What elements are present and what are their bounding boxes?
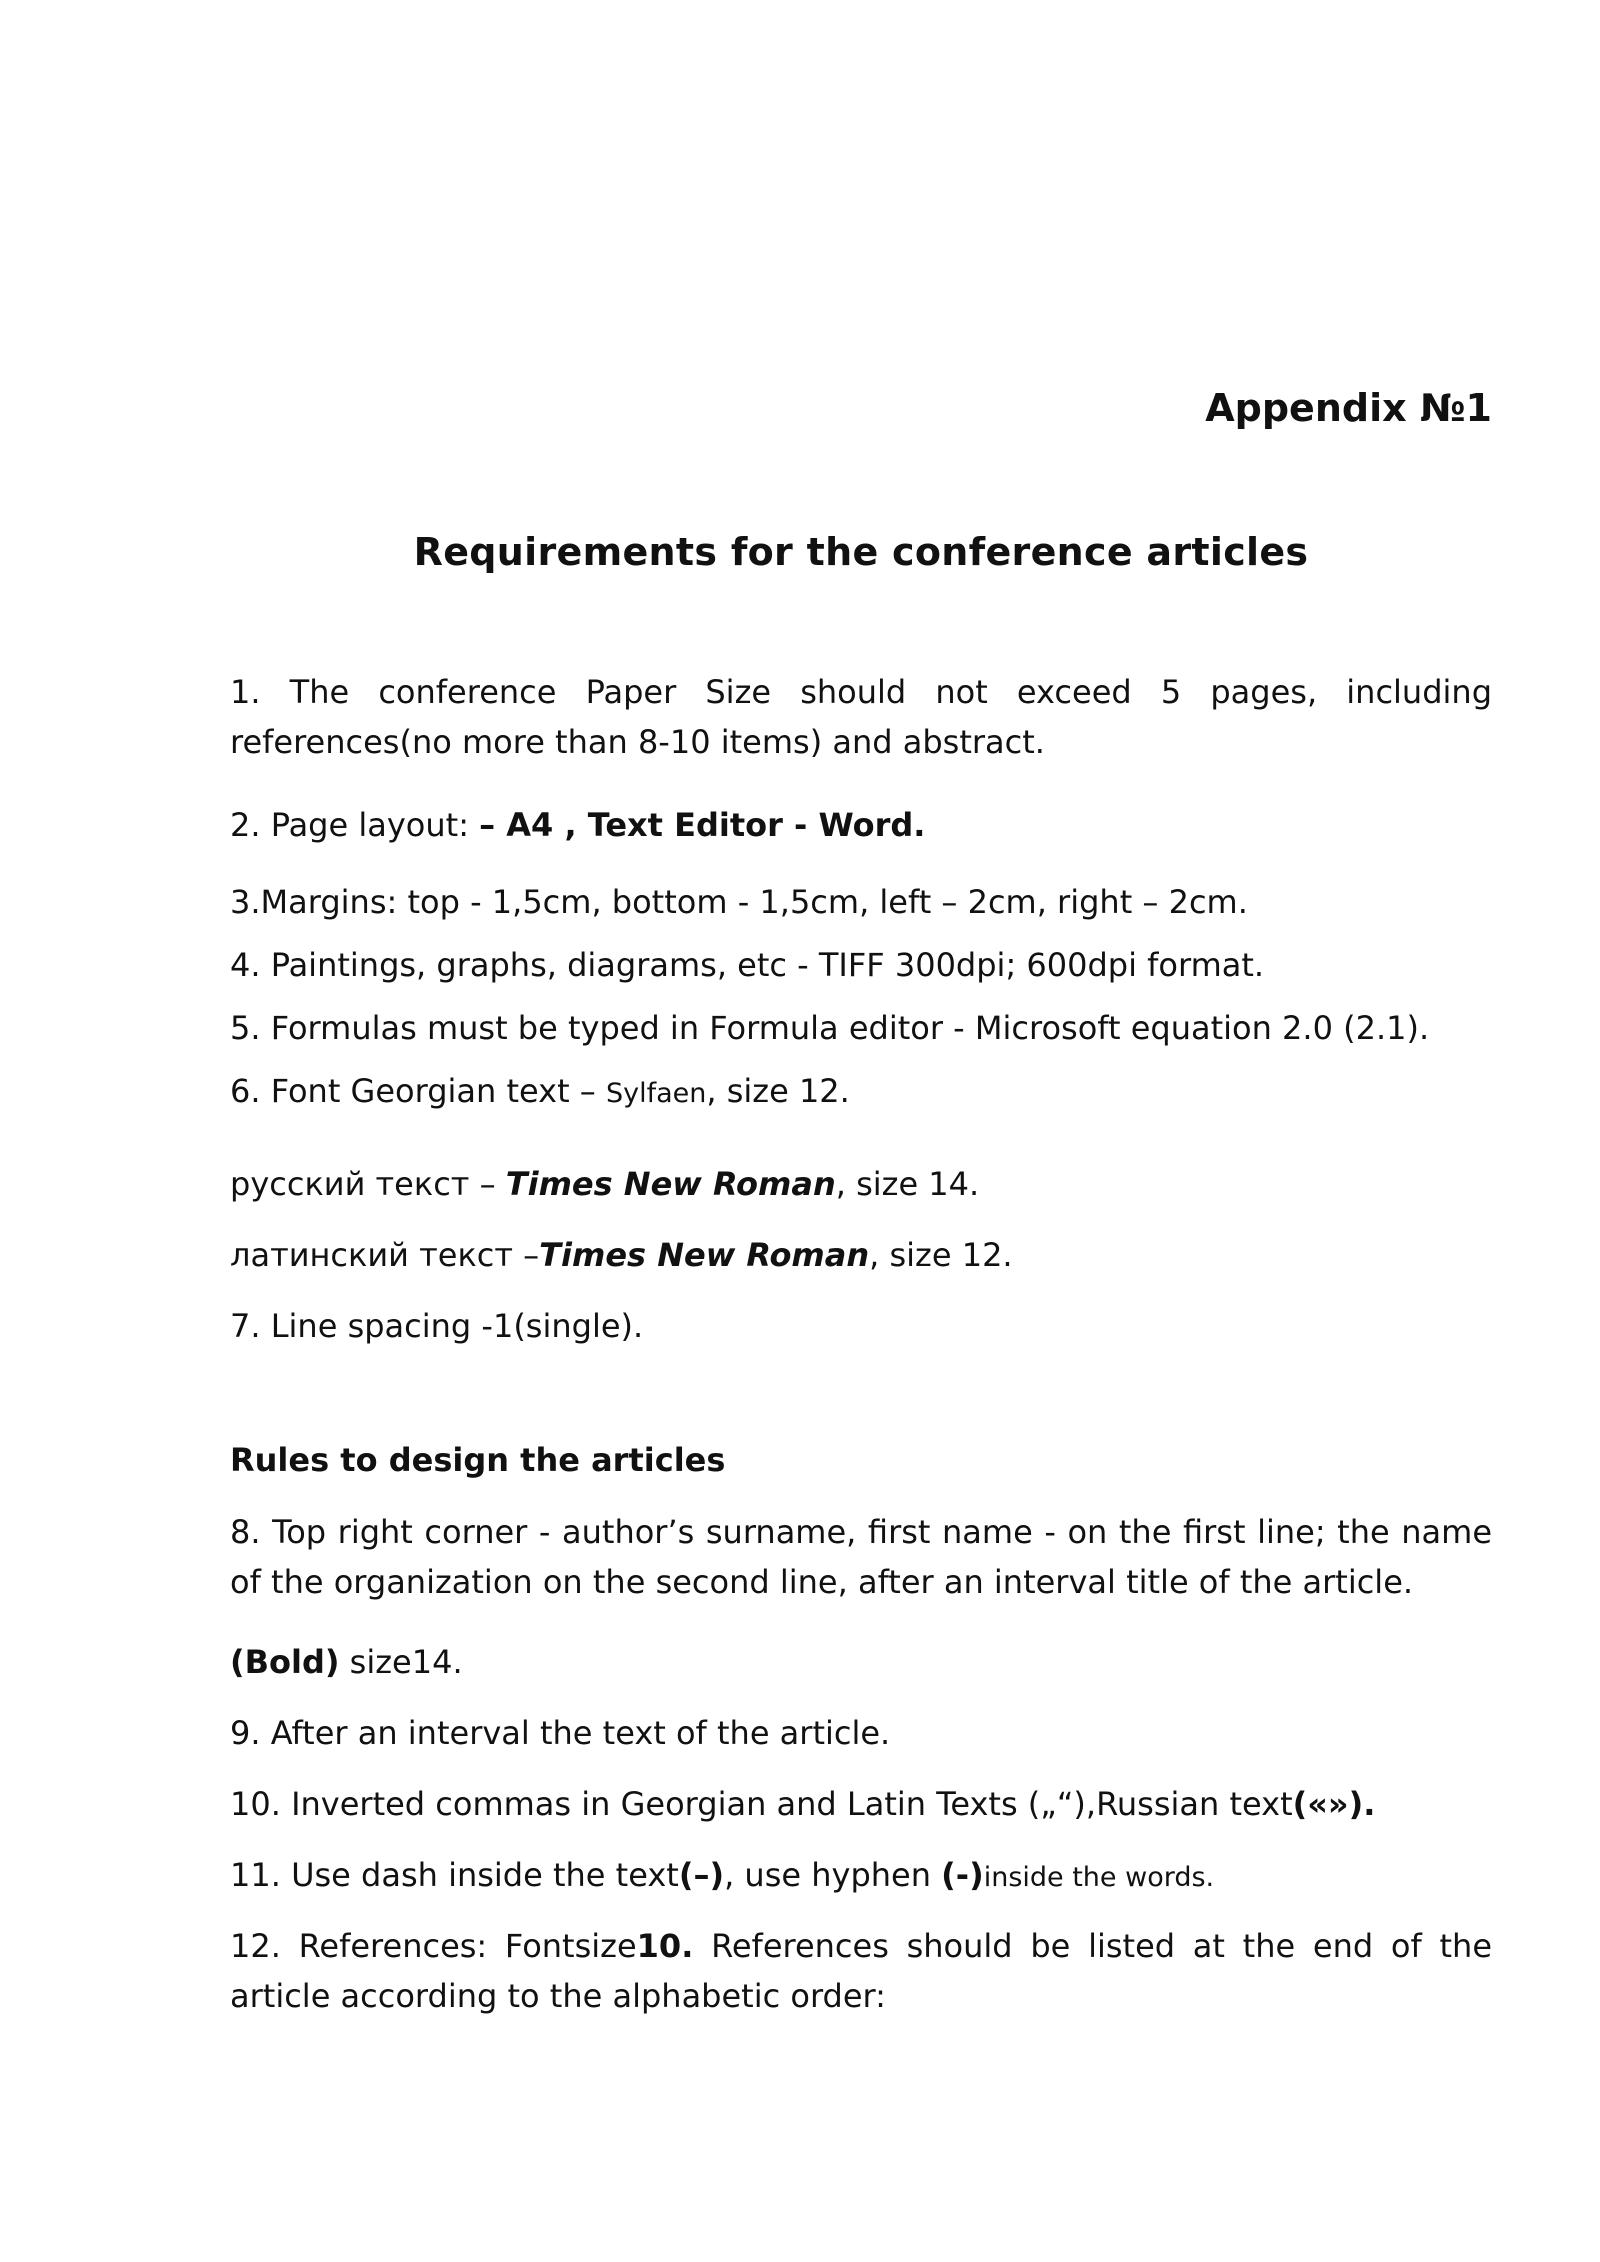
- russian-text-line: [230, 1159, 1492, 1209]
- item-10-bold: («»).: [1292, 1785, 1376, 1823]
- item-11-text: 11. Use dash inside the text: [230, 1856, 679, 1894]
- item-8: 8. Top right corner - author’s surname, first name - on the first line; the name of the organization on the second line, after an interval title of the article.: [230, 1513, 1492, 1601]
- item-2: [230, 800, 1492, 850]
- item-9: 9. After an interval the text of the article.: [230, 1714, 891, 1752]
- item-1: 1. The conference Paper Size should not exceed 5 pages, including references(no more than 8-10 items) and abstract.: [230, 673, 1492, 761]
- item-6-suffix: , size 12.: [706, 1072, 850, 1110]
- item-6: [230, 1066, 1492, 1119]
- item-2-text: 2. Page layout:: [230, 806, 480, 844]
- latin-text-prefix: латинский текст –: [230, 1236, 540, 1274]
- item-11-hyphen: (-): [941, 1856, 984, 1894]
- item-6-text: 6. Font Georgian text –: [230, 1072, 606, 1110]
- latin-text-line: [230, 1230, 1492, 1280]
- item-7: 7. Line spacing -1(single).: [230, 1307, 644, 1345]
- item-10: [230, 1779, 1492, 1829]
- item-6-font: Sylfaen: [605, 1078, 707, 1109]
- document-page: [230, 0, 1492, 2262]
- item-11-dash: (–): [678, 1856, 725, 1894]
- item-12-text: 12. References: Fontsize: [230, 1927, 637, 1965]
- rules-heading: Rules to design the articles: [230, 1441, 726, 1479]
- item-2-bold: – A4 , Text Editor - Word.: [479, 806, 926, 844]
- item-3: 3.Margins: top - 1,5cm, bottom - 1,5cm, left – 2cm, right – 2cm.: [230, 883, 1248, 921]
- russian-text-suffix: , size 14.: [835, 1165, 980, 1203]
- item-11-mid: , use hyphen: [724, 1856, 942, 1894]
- item-11-suffix: inside the words.: [983, 1862, 1215, 1893]
- appendix-label: Appendix №1: [1205, 386, 1492, 430]
- bold-size-suffix: size14.: [339, 1643, 463, 1681]
- latin-text-suffix: , size 12.: [869, 1236, 1013, 1274]
- page-title: Requirements for the conference articles: [413, 530, 1309, 574]
- item-12-suffix: References should be listed at the end of the article according to the alphabetic order:: [230, 1927, 1493, 2015]
- item-10-text: 10. Inverted commas in Georgian and Latin Texts („“),Russian text: [230, 1785, 1293, 1823]
- item-4: 4. Paintings, graphs, diagrams, etc - TIFF 300dpi; 600dpi format.: [230, 946, 1265, 984]
- item-12: [230, 1921, 1492, 2021]
- item-5: 5. Formulas must be typed in Formula editor - Microsoft equation 2.0 (2.1).: [230, 1009, 1430, 1047]
- russian-text-prefix: русский текст –: [230, 1165, 506, 1203]
- item-11: [230, 1850, 1492, 1903]
- latin-text-font: Times New Roman: [539, 1236, 870, 1274]
- bold-size-line: [230, 1637, 1492, 1687]
- russian-text-font: Times New Roman: [505, 1165, 836, 1203]
- bold-label: (Bold): [230, 1643, 340, 1681]
- item-12-bold: 10.: [636, 1927, 694, 1965]
